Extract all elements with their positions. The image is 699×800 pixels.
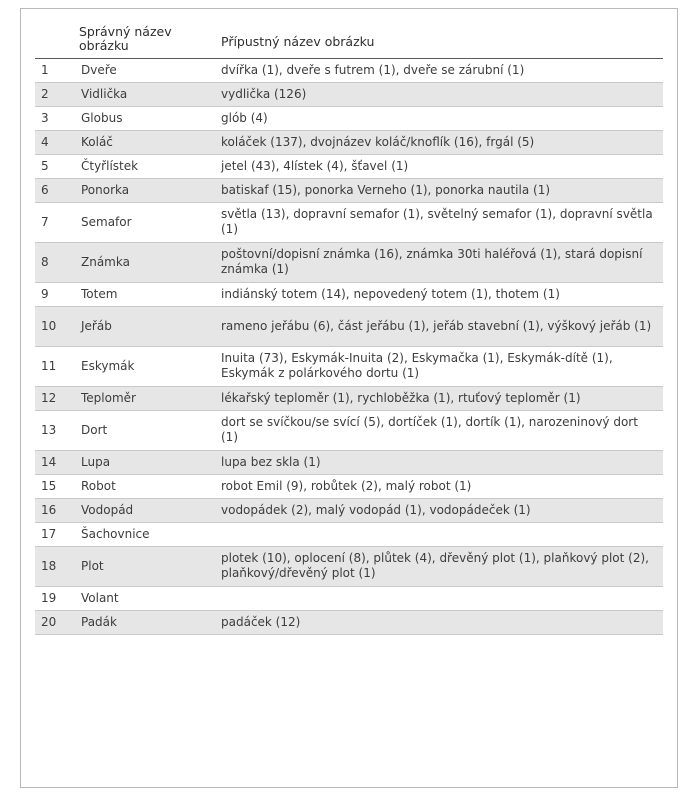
correct-name-cell: Padák <box>75 610 213 634</box>
table-row <box>35 498 663 522</box>
row-number: 12 <box>35 386 75 410</box>
acceptable-name-cell: rameno jeřábu (6), část jeřábu (1), jeřáb stavební (1), výškový jeřáb (1) <box>213 306 663 346</box>
table-frame <box>20 8 678 788</box>
table-row <box>35 202 663 242</box>
row-number: 7 <box>35 202 75 242</box>
correct-name-cell: Dveře <box>75 58 213 82</box>
row-number: 20 <box>35 610 75 634</box>
acceptable-name-cell: vydlička (126) <box>213 82 663 106</box>
correct-name-cell: Globus <box>75 106 213 130</box>
row-number: 15 <box>35 474 75 498</box>
acceptable-name-cell: batiskaf (15), ponorka Verneho (1), ponorka nautila (1) <box>213 178 663 202</box>
correct-name-cell: Čtyřlístek <box>75 154 213 178</box>
acceptable-name-cell: plotek (10), oplocení (8), plůtek (4), dřevěný plot (1), plaňkový plot (2), plaňkový/dřevěný plot (1) <box>213 546 663 586</box>
acceptable-name-cell: vodopádek (2), malý vodopád (1), vodopádeček (1) <box>213 498 663 522</box>
row-number: 17 <box>35 522 75 546</box>
acceptable-name-cell: poštovní/dopisní známka (16), známka 30ti haléřová (1), stará dopisní známka (1) <box>213 242 663 282</box>
correct-name-cell: Jeřáb <box>75 306 213 346</box>
correct-name-cell: Plot <box>75 546 213 586</box>
acceptable-name-cell: lupa bez skla (1) <box>213 450 663 474</box>
correct-name-cell: Dort <box>75 410 213 450</box>
row-number: 18 <box>35 546 75 586</box>
row-number: 10 <box>35 306 75 346</box>
header-correct-name: Správný název obrázku <box>75 15 213 58</box>
correct-name-cell: Teploměr <box>75 386 213 410</box>
row-number: 4 <box>35 130 75 154</box>
correct-name-cell: Ponorka <box>75 178 213 202</box>
row-number: 9 <box>35 282 75 306</box>
row-number: 16 <box>35 498 75 522</box>
acceptable-name-cell: robot Emil (9), robůtek (2), malý robot (1) <box>213 474 663 498</box>
correct-name-cell: Vidlička <box>75 82 213 106</box>
table-row <box>35 474 663 498</box>
row-number: 8 <box>35 242 75 282</box>
acceptable-name-cell: dort se svíčkou/se svící (5), dortíček (1), dortík (1), narozeninový dort (1) <box>213 410 663 450</box>
row-number: 1 <box>35 58 75 82</box>
table-row <box>35 242 663 282</box>
row-number: 13 <box>35 410 75 450</box>
header-row <box>35 15 663 58</box>
correct-name-cell: Totem <box>75 282 213 306</box>
table-row <box>35 386 663 410</box>
acceptable-name-cell <box>213 586 663 610</box>
table-row <box>35 178 663 202</box>
table-row <box>35 586 663 610</box>
table-row <box>35 82 663 106</box>
correct-name-cell: Koláč <box>75 130 213 154</box>
row-number: 19 <box>35 586 75 610</box>
row-number: 5 <box>35 154 75 178</box>
acceptable-name-cell: světla (13), dopravní semafor (1), světelný semafor (1), dopravní světla (1) <box>213 202 663 242</box>
picture-names-table <box>35 15 663 635</box>
correct-name-cell: Volant <box>75 586 213 610</box>
correct-name-cell: Robot <box>75 474 213 498</box>
table-row <box>35 546 663 586</box>
table-row <box>35 282 663 306</box>
correct-name-cell: Eskymák <box>75 346 213 386</box>
acceptable-name-cell: indiánský totem (14), nepovedený totem (1), thotem (1) <box>213 282 663 306</box>
acceptable-name-cell <box>213 522 663 546</box>
row-number: 14 <box>35 450 75 474</box>
table-row <box>35 130 663 154</box>
row-number: 11 <box>35 346 75 386</box>
row-number: 2 <box>35 82 75 106</box>
table-row <box>35 346 663 386</box>
acceptable-name-cell: padáček (12) <box>213 610 663 634</box>
table-row <box>35 58 663 82</box>
acceptable-name-cell: koláček (137), dvojnázev koláč/knoflík (16), frgál (5) <box>213 130 663 154</box>
acceptable-name-cell: jetel (43), 4lístek (4), šťavel (1) <box>213 154 663 178</box>
table-row <box>35 306 663 346</box>
header-number <box>35 15 75 58</box>
row-number: 3 <box>35 106 75 130</box>
correct-name-cell: Lupa <box>75 450 213 474</box>
table-row <box>35 410 663 450</box>
correct-name-cell: Vodopád <box>75 498 213 522</box>
row-number: 6 <box>35 178 75 202</box>
header-acceptable-name: Přípustný název obrázku <box>213 15 663 58</box>
table-row <box>35 610 663 634</box>
table-row <box>35 106 663 130</box>
table-row <box>35 450 663 474</box>
acceptable-name-cell: dvířka (1), dveře s futrem (1), dveře se zárubní (1) <box>213 58 663 82</box>
acceptable-name-cell: Inuita (73), Eskymák-Inuita (2), Eskymačka (1), Eskymák-dítě (1), Eskymák z polárkového dortu (1) <box>213 346 663 386</box>
correct-name-cell: Semafor <box>75 202 213 242</box>
table-body <box>35 58 663 634</box>
acceptable-name-cell: lékařský teploměr (1), rychloběžka (1), rtuťový teploměr (1) <box>213 386 663 410</box>
table-row <box>35 522 663 546</box>
table-header <box>35 15 663 58</box>
acceptable-name-cell: glób (4) <box>213 106 663 130</box>
correct-name-cell: Známka <box>75 242 213 282</box>
correct-name-cell: Šachovnice <box>75 522 213 546</box>
table-row <box>35 154 663 178</box>
